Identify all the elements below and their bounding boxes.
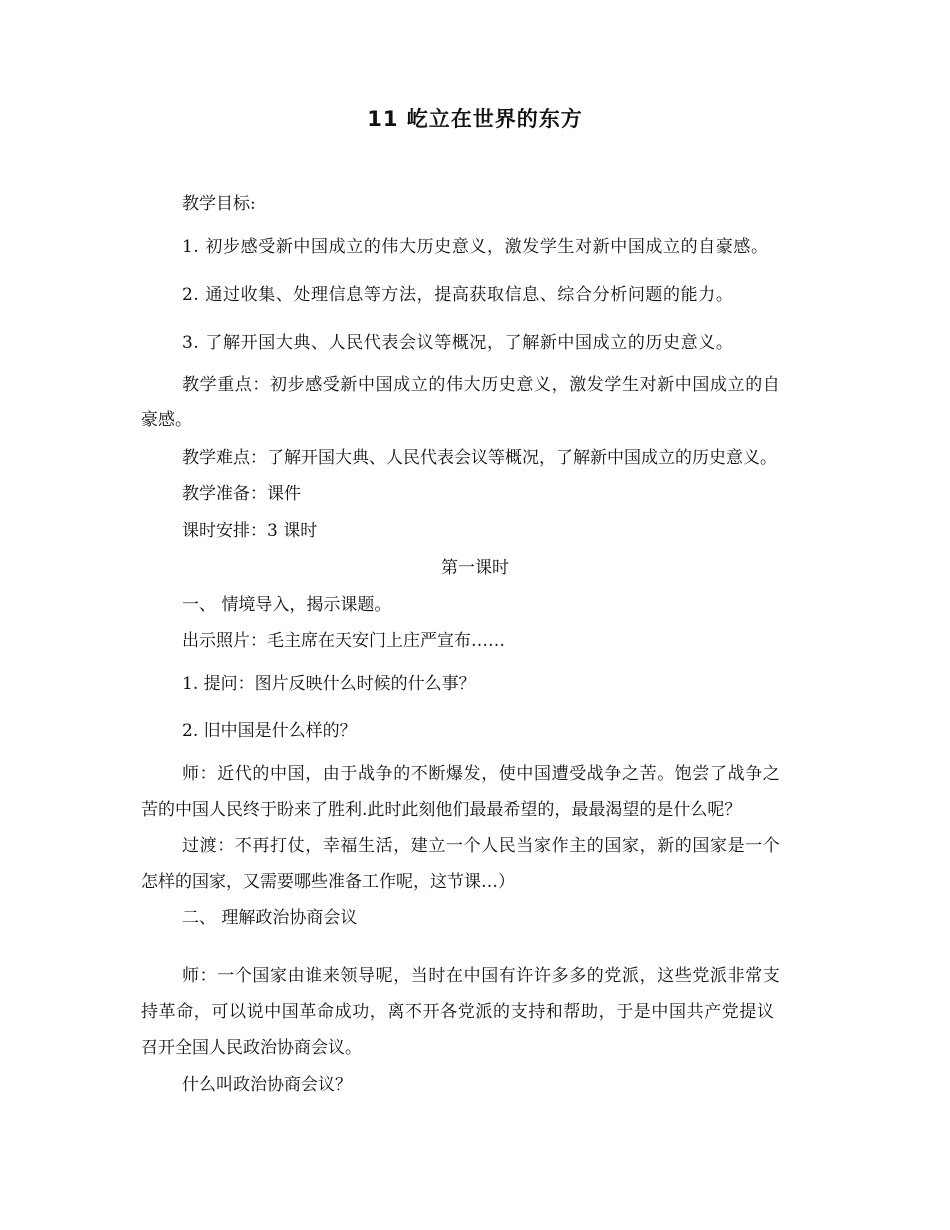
difficulty-line: 教学难点：了解开国大典、人民代表会议等概况，了解新中国成立的历史意义。 <box>182 448 777 468</box>
section-1-heading: 一、 情境导入，揭示课题。 <box>182 595 392 615</box>
question-3: 什么叫政治协商会议？ <box>182 1075 352 1095</box>
teacher-paragraph-1-line-1: 师：近代的中国，由于战争的不断爆发，使中国遭受战争之苦。饱尝了战争之 <box>182 764 781 784</box>
teacher-paragraph-2-line-2: 持革命，可以说中国革命成功，离不开各党派的支持和帮助，于是中国共产党提议 <box>141 1002 775 1022</box>
objectives-heading: 教学目标: <box>182 194 256 214</box>
objective-2: 2. 通过收集、处理信息等方法，提高获取信息、综合分析问题的能力。 <box>182 285 734 305</box>
teacher-paragraph-2-line-3: 召开全国人民政治协商会议。 <box>141 1038 362 1058</box>
show-photo-line: 出示照片：毛主席在天安门上庄严宣布…… <box>182 631 505 651</box>
key-point-line-1: 教学重点：初步感受新中国成立的伟大历史意义，激发学生对新中国成立的自 <box>182 375 781 395</box>
question-2: 2. 旧中国是什么样的？ <box>182 721 357 741</box>
question-1: 1. 提问：图片反映什么时候的什么事？ <box>182 674 476 694</box>
section-2-heading: 二、 理解政治协商会议 <box>182 908 358 928</box>
page-title: 11 屹立在世界的东方 <box>367 107 583 131</box>
lesson-heading: 第一课时 <box>441 558 509 578</box>
objective-1: 1. 初步感受新中国成立的伟大历史意义，激发学生对新中国成立的自豪感。 <box>182 237 769 257</box>
schedule-line: 课时安排：3 课时 <box>182 521 318 541</box>
teacher-paragraph-2-line-1: 师：一个国家由谁来领导呢，当时在中国有许许多多的党派，这些党派非常支 <box>182 966 781 986</box>
preparation-line: 教学准备：课件 <box>182 484 301 504</box>
transition-line-2: 怎样的国家，又需要哪些准备工作呢，这节课…） <box>141 872 515 892</box>
objective-3: 3. 了解开国大典、人民代表会议等概况，了解新中国成立的历史意义。 <box>182 333 734 353</box>
key-point-line-2: 豪感。 <box>141 410 192 430</box>
teacher-paragraph-1-line-2: 苦的中国人民终于盼来了胜利.此时此刻他们最最希望的，最最渴望的是什么呢？ <box>141 800 742 820</box>
transition-line-1: 过渡：不再打仗，幸福生活，建立一个人民当家作主的国家，新的国家是一个 <box>182 836 781 856</box>
